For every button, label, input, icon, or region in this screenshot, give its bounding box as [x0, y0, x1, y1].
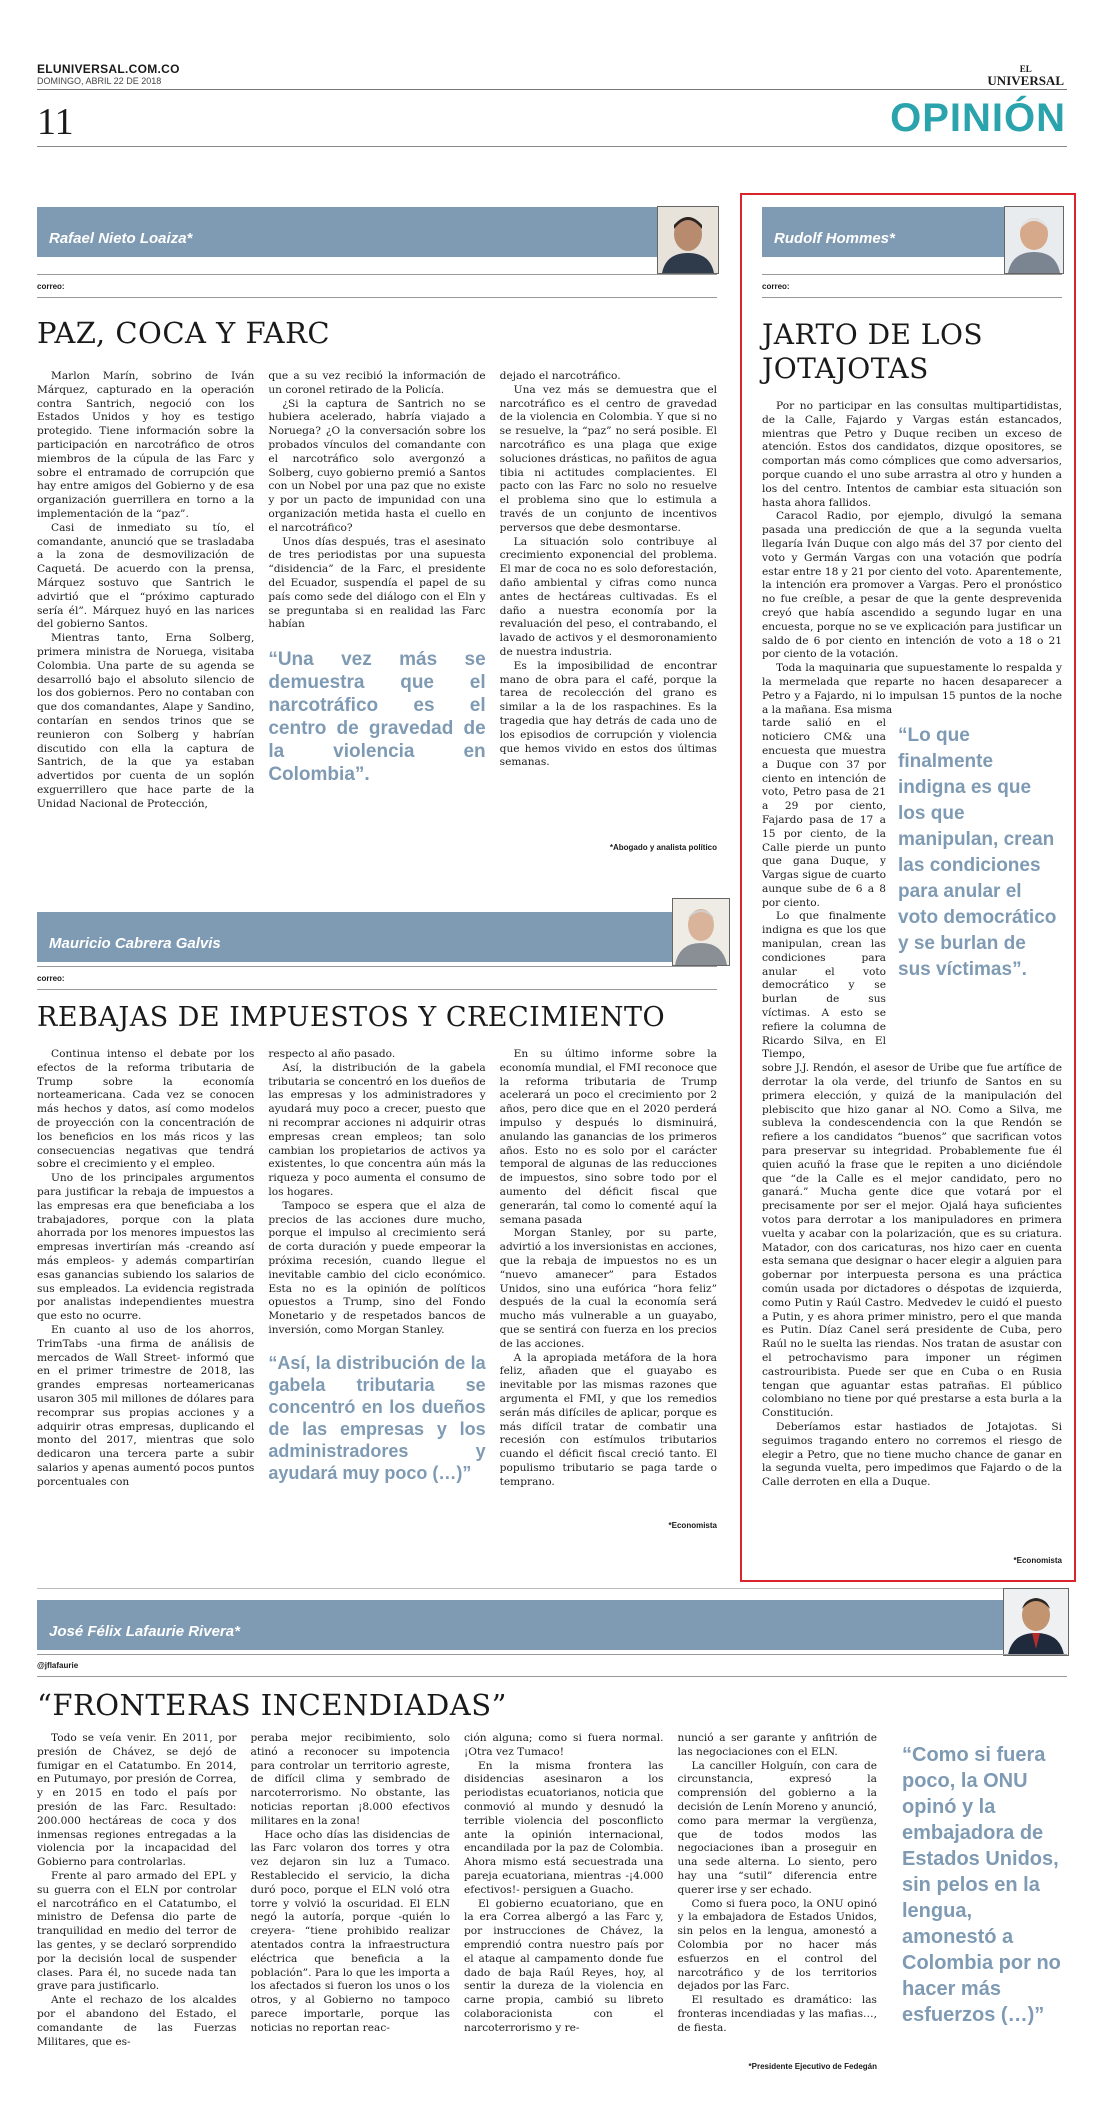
email-rule	[37, 297, 717, 298]
paragraph: Ante el rechazo de los alcaldes por el abandono del Estado, el comandante de las Fuerzas Militares, que es-	[37, 1994, 237, 2048]
bar-underline	[37, 1654, 1067, 1655]
email-rule	[762, 297, 1062, 298]
paragraph: Hace ocho días las disidencias de las Farc volaron dos torres y otra vez dejaron sin luz a Tumaco. Restablecido el servicio, la dicha duró poco, porque el ELN voló otra torre y volvió la oscuridad. El ELN negó la autoría, porque -quién lo creyera- “tiene prohibido realizar atentados contra la infraestructura eléctrica que beneficia a la población”. Para lo que les importa a los afectados si fueron los unos o los otros, y al Gobierno no tampoco parece importarle, porque las noticias no reportan reac-	[250, 1828, 450, 2034]
split-row	[762, 717, 1062, 1062]
paragraph: En cuanto al uso de los ahorros, TrimTabs -una firma de análisis de mercados de Wall Street- informó que en el primer trimestre de 2018, las grandes empresas norteamericanas usaron 305 mil millones de dólares para recomprar sus propias acciones y a adquirir otras empresas, duplicando el monto del 2017, mientras que solo dedicaron una tercera parte a subir salarios y apenas aumentó pocos puntos porcentuales con	[37, 1323, 255, 1488]
paragraph: En su último informe sobre la economía mundial, el FMI reconoce que la reforma tributaria de Trump acelerará un poco el crecimiento por 2 años, pero dice que en el 2020 perderá impulso y después lo disminuirá, anulando las ganancias de los primeros años. Esto no es solo por el carácter temporal de algunas de las reducciones de impuestos, sino sobre todo por el aumento del déficit fiscal que generarán, tal como lo comenté aquí la semana pasada	[499, 1048, 717, 1226]
narrow-column	[762, 717, 886, 1062]
pull-quote: “Lo que finalmente indigna es que los que manipulan, crean las condiciones para anular el voto democrático y se burlan de sus víctimas”.	[898, 725, 1057, 981]
author-bar	[37, 1600, 1067, 1650]
paragraph: Uno de los principales argumentos para justificar la rebaja de impuestos a las empresas era que beneficiaba a los trabajadores, porque con la plata ahorrada por los menores impuestos las empresas invertirían más -creando así más empleos- y además compartirían esas ganancias subiendo los salarios de sus empleados. La evidencia registrada por analistas independientes muestra que esto no ocurre.	[37, 1172, 255, 1323]
paragraph: Deberíamos estar hastiados de Jotajotas. Si seguimos tragando entero no corremos el riesgo de elegir a Petro, que no tiene mucho chance de ganar en la segunda vuelta, pero impedimos que Fajardo o de la Calle derroten en ella a Duque.	[762, 1420, 1062, 1489]
paragraph: Es la imposibilidad de encontrar mano de obra para el café, porque la tarea de recolección del grano es similar a la de los raspachines. Es la tragedia que hay detrás de cada uno de los episodios de corrupción y violencia que hemos vivido en estos dos últimas semanas.	[499, 659, 717, 769]
author-credential: *Presidente Ejecutivo de Fedegán	[748, 2062, 877, 2071]
bar-underline	[762, 274, 1062, 275]
author-name: José Félix Lafaurie Rivera*	[49, 1623, 240, 1640]
paragraph: Continua intenso el debate por los efectos de la reforma tributaria de Trump sobre la economía norteamericana. Cada vez se conocen más hechos y datos, así como modelos de proyección con la concentración de los beneficios en los más ricos y las consecuencias negativas que tendrá sobre el crecimiento y el empleo.	[37, 1048, 255, 1171]
author-email-label: correo:	[37, 974, 65, 983]
paragraph: Todo se veía venir. En 2011, por presión de Chávez, se dejó de fumigar en el Catatumbo. En 2014, en Putumayo, por presión de Correa, y en 2015 en todo el país por presión de las Farc. Resultado: 200.000 hectáreas de coca y dos inmensas regiones entregadas a la violencia por la incapacidad del Gobierno para controlarlas.	[37, 1732, 237, 1869]
article-headline: “FRONTERAS INCENDIADAS”	[37, 1688, 507, 1722]
author-bar	[37, 912, 717, 962]
logo-bottom: UNIVERSAL	[987, 73, 1064, 88]
body-column	[268, 1048, 485, 1523]
author-photo	[672, 898, 730, 966]
section-title: OPINIÓN	[890, 96, 1066, 140]
paragraph: El gobierno ecuatoriano, que en la era Correa albergó a las Farc y, por instrucciones de Chávez, la emprendió contra nuestro país por el ataque al campamento donde fue dado de baja Raúl Reyes, hoy, al sentir la dureza de la violencia en carne propia, cambió su libreto colaboracionista con el narcoterrorismo y re-	[464, 1897, 664, 2034]
author-email-label: correo:	[762, 282, 790, 291]
email-rule	[37, 1676, 1067, 1677]
bar-underline	[37, 274, 717, 275]
article-body	[762, 400, 1062, 1490]
paragraph: La situación solo contribuye al crecimiento exponencial del problema. El mar de coca no es solo deforestación, daño ambiental y cifras como nunca antes de hectáreas cultivadas. Es el daño a nuestra economía por la revaluación del peso, el contrabando, el lavado de activos y el desmoronamiento de nuestra industria.	[499, 535, 717, 658]
paragraph: Frente al paro armado del EPL y su guerra con el ELN por controlar el narcotráfico en el Catatumbo, el ministro de Defensa dio parte de tranquilidad en medio del terror de las gentes, y se declaró sorprendido por la decisión local de suspender clases. Para él, no sucede nada tan grave para justificarlo.	[37, 1869, 237, 1993]
body-column	[500, 1048, 717, 1523]
pull-quote: “Así, la distribución de la gabela tributaria se concentró en los dueños de las empresas y los administradores y ayudará muy poco (…)”	[268, 1352, 486, 1483]
paragraph: Caracol Radio, por ejemplo, divulgó la semana pasada una predicción de que a la segunda vuelta llegaría Iván Duque con algo más del 37 por ciento del voto y Germán Vargas con una votación que podría estar entre 18 y 21 por ciento del voto. Aparentemente, la intención era promover a Vargas. Pero el pronóstico no fue creíble, a pesar de que la gente desprevenida creyó que había ascendido a segundo lugar en una encuesta, porque no se ve explicación para justificar un saldo de 6 por ciento en intención de voto a 18 o 21 por ciento de la votación.	[762, 510, 1062, 661]
paragraph: Así, la distribución de la gabela tributaria se concentró en los dueños de las empresas y los administradores y ayudará muy poco a crecer, puesto que ni recomprar acciones ni adquirir otras empresas crean empleos; tan solo cambian los propietarios de activos ya existentes, lo que concentra aún más la riqueza y poco aumenta el consumo de los hogares.	[268, 1061, 486, 1198]
article-headline: REBAJAS DE IMPUESTOS Y CRECIMIENTO	[37, 1002, 666, 1033]
paragraph: A la apropiada metáfora de la hora feliz, añaden que el guayabo es inevitable por las mismas razones que argumenta el FMI, y que los remedios serán más difíciles de aplicar, porque es más difícil tratar de combatir una recesión con estímulos tributarios cuando el déficit fiscal creció tanto. El populismo tributario se paga tarde o temprano.	[499, 1351, 717, 1488]
body-column	[464, 1732, 664, 2072]
paragraph: respecto al año pasado.	[268, 1048, 396, 1060]
paragraph: ¿Si la captura de Santrich no se hubiera acelerado, habría viajado a Noruega? ¿O la conversación sobre los probados vínculos del comandante con el narcotráfico solo avergonzó a Solberg, cuyo gobierno premió a Santos con un Nobel por una paz que no existe y por un pacto de impunidad con una organización metida hasta el cuello en el narcotráfico?	[268, 397, 486, 534]
paragraph: En la misma frontera las disidencias asesinaron a los periodistas ecuatorianos, noticia que conmovió al mundo y desnudó la terrible violencia del posconflicto ante la opinión internacional, encandilada por la paz de Colombia. Ahora mismo está secuestrada una pareja ecuatoriana, mientras -¡4.000 efectivos!- persiguen a Guacho.	[464, 1759, 664, 1896]
author-bar	[37, 207, 717, 257]
author-name: Mauricio Cabrera Galvis	[49, 935, 221, 952]
logo-top: EL	[1019, 64, 1032, 74]
header-rule	[37, 89, 1067, 90]
paragraph: peraba mejor recibimiento, solo atinó a reconocer su impotencia para controlar un territorio agreste, de difícil clima y sembrado de narcoterrorismo. No obstante, las noticias reportan ¡8.000 efectivos militares en la zona!	[250, 1732, 450, 1827]
pull-quote: “Una vez más se demuestra que el narcotráfico es el centro de gravedad de la violencia en Colombia”.	[268, 649, 486, 786]
author-photo	[1003, 1588, 1069, 1656]
author-photo	[1004, 206, 1064, 274]
author-photo	[657, 206, 719, 274]
paragraph: tarde salió en el noticiero CM& una encuesta que muestra a Duque con 37 por ciento en intención de voto, Petro pasa de 21 a 29 por ciento, Fajardo pasa de 17 a 15 por ciento, de la Calle pierde un punto que gana Duque, y Vargas sigue de cuarto aunque sube de 6 a 8 por ciento.	[762, 717, 886, 909]
author-email-label: correo:	[37, 282, 65, 291]
paragraph: Mientras tanto, Erna Solberg, primera ministra de Noruega, visitaba Colombia. Una parte de su agenda se desarrolló bajo el absoluto silencio de los dos gobiernos. Pero no contaban con que dos comandantes, Alape y Sandino, contarían en sendos trinos que se reunieron con Solberg y habrían discutido con ella la captura de Santrich, de la que ya estaban advertidos por cuenta de un soplón exguerrillero que hace parte de la Unidad Nacional de Protección,	[37, 632, 255, 810]
bar-underline	[37, 966, 717, 967]
body-column	[268, 370, 485, 845]
paragraph: Casi de inmediato su tío, el comandante, anunció que se trasladaba a la zona de desmovilización de Caquetá. De acuerdo con la prensa, Márquez sostuvo que Santrich le advirtió que el “próximo capturado sería él”. Márquez huyó en las narices del gobierno Santos.	[37, 521, 255, 631]
author-name: Rafael Nieto Loaiza*	[49, 230, 193, 247]
paragraph: Lo que finalmente indigna es que los que manipulan, crean las condiciones para anular el voto democrático y se burlan de sus víctimas. A esto se refiere la columna de Ricardo Silva, en El Tiempo,	[762, 910, 886, 1061]
author-portrait-icon	[658, 207, 718, 273]
paragraph: Morgan Stanley, por su parte, advirtió a los inversionistas en acciones, que la rebaja de impuestos no es un “nuevo amanecer” para Estados Unidos, sino una eufórica “hora feliz” después de la cual la economía será mucho más vulnerable a un guayabo, que se sentirá con fuerza en los precios de las acciones.	[499, 1227, 717, 1350]
paragraph: que a su vez recibió la información de un coronel retirado de la Policía.	[268, 370, 486, 396]
pull-quote: “Como si fuera poco, la ONU opinó y la embajadora de Estados Unidos, sin pelos en la lengua, amonestó a Colombia por no hacer más esfuerzos (…)”	[902, 1744, 1061, 2026]
article-body	[37, 1048, 717, 1523]
author-portrait-icon	[673, 899, 729, 965]
section-separator	[37, 1588, 1067, 1589]
author-social-handle: @jflafaurie	[37, 1661, 79, 1670]
paragraph: La canciller Holguín, con cara de circunstancia, expresó la comprensión del gobierno a la decisión de Lenín Moreno y anunció, como para mermar la vergüenza, que de todos modos las negociaciones iban a proseguir en una sede alterna. Lo siento, pero hay una “sutil” diferencia entre querer irse y ser echado.	[677, 1759, 877, 1896]
article-headline: JARTO DE LOS JOTAJOTAS	[762, 318, 984, 385]
paragraph: Una vez más se demuestra que el narcotráfico es el centro de gravedad de la violencia en Colombia. Y que si no se resuelve, la “paz” no será posible. El narcotráfico es una plaga que exige soluciones drásticas, no pañitos de agua tibia ni actitudes complacientes. El pacto con las Farc no solo no resuelve el problema sino que lo estimula a través de un conjunto de incentivos perversos que debe desmontarse.	[499, 383, 717, 534]
paragraph: dejado el narcotráfico.	[499, 370, 621, 382]
paragraph: Marlon Marín, sobrino de Iván Márquez, capturado en la operación contra Santrich, negoció con los Estados Unidos y hoy es testigo protegido. Tiene información sobre la participación en narcotráfico de otros miembros de la cúpula de las Farc y sobre el entramado de corrupción que hay entre amigos del Gobierno y de esa organización guerrillera en torno a la implementación de la “paz”.	[37, 370, 255, 520]
paragraph: nunció a ser garante y anfitrión de las negociaciones con el ELN.	[677, 1732, 877, 1758]
page-number: 11	[37, 101, 74, 143]
paragraph: El resultado es dramático: las fronteras incendiadas y las mafias…, de fiesta.	[677, 1994, 877, 2034]
email-rule	[37, 989, 717, 990]
paragraph: Por no participar en las consultas multipartidistas, de la Calle, Fajardo y Vargas están estancados, mientras que Petro y Duque reciben un exceso de atención. Estos dos candidatos, dizque opositores, se comportan más como cómplices que como adversarios, porque cuando el uno sube arrastra al otro y hunden a los del centro. Intentos de cambiar esta situación son hasta ahora fallidos.	[762, 400, 1062, 509]
paragraph: Unos días después, tras el asesinato de tres periodistas por una supuesta “disidencia” de la Farc, el presidente del Ecuador, suspendía el papel de su país como sede del diálogo con el Eln y se preguntaba si en realidad las Farc habían	[268, 535, 486, 631]
paragraph: Como si fuera poco, la ONU opinó y la embajadora de Estados Unidos, sin pelos en la lengua, amonestó a Colombia por no hacer más esfuerzos en el control del narcotráfico y de los territorios dejados por las Farc.	[677, 1897, 877, 1993]
body-column	[678, 1732, 878, 2072]
body-column	[37, 1732, 237, 2072]
body-column	[37, 1048, 254, 1523]
author-portrait-icon	[1004, 1589, 1068, 1655]
author-credential: *Abogado y analista político	[609, 843, 717, 852]
publication-date: DOMINGO, ABRIL 22 DE 2018	[37, 76, 162, 86]
article-body	[37, 370, 717, 845]
paragraph: sobre J.J. Rendón, el asesor de Uribe que fue artífice de derrotar la ola verde, del triunfo de Santos en su primera elección, y quizá de la manipulación del plebiscito que hizo ganar al NO. Como a Silva, me subleva la condescendencia con la que Rendón se refiere a los candidatos “buenos” que sacrifican votos para preservar su integridad. Probablemente fue él quien acuñó la frase que le repiten a uno diciéndole que “de la Calle es el mejor candidato, pero no ganará.” Mucha gente dice que votará por el precisamente por ser el mejor. Ojalá haya suficientes votos para derrotar a los manipuladores en primera vuelta y acabar con la polarización, que es su criatura. Matador, con dos caricaturas, nos hizo caer en cuenta esta semana que designar o hacer elegir a alguien para gobernar por interpuesta persona es una práctica común usada por dictadores o déspotas de izquierda, como Putin y Raúl Castro. Medvedev le cuidó el puesto a Putin, y es ahora primer ministro, pero el que manda es Putin. Díaz Canel será presidente de Cuba, pero Raúl no le suelta las riendas. Nos tratan de asustar con el petrochavismo para imponer un régimen castrouribista. Puede ser que en Cuba o en Rusia tengan que aguantar estas patrañas. El público colombiano no tiene por qué prestarse a esta burla a la Constitución.	[762, 1062, 1062, 1420]
article-headline: PAZ, COCA Y FARC	[37, 316, 331, 350]
site-name: ELUNIVERSAL.COM.CO	[37, 62, 180, 76]
newspaper-logo	[987, 64, 1064, 86]
author-credential: *Economista	[668, 1521, 717, 1530]
section-rule	[37, 146, 1067, 147]
author-name: Rudolf Hommes*	[774, 230, 895, 247]
body-column	[37, 370, 254, 845]
article-body	[37, 1732, 877, 2072]
author-credential: *Economista	[1013, 1556, 1062, 1565]
author-portrait-icon	[1005, 207, 1063, 273]
body-column	[251, 1732, 451, 2072]
paragraph: Tampoco se espera que el alza de precios de las acciones dure mucho, porque el impulso al crecimiento será de corta duración y puede empeorar la próxima recesión, cuando llegue el inevitable cambio del ciclo económico. Esta no es la opinión de políticos opuestos a Trump, sino del Fondo Monetario y de respetados bancos de inversión, como Morgan Stanley.	[268, 1199, 486, 1336]
paragraph: Toda la maquinaria que supuestamente lo respalda y la mermelada que reparte no hacen desaparecer a Petro y a Fajardo, ni lo impulsan 15 puntos de la noche a la mañana. Esa misma	[762, 662, 1062, 716]
paragraph: ción alguna; como si fuera normal. ¡Otra vez Tumaco!	[464, 1732, 664, 1758]
body-column	[500, 370, 717, 845]
